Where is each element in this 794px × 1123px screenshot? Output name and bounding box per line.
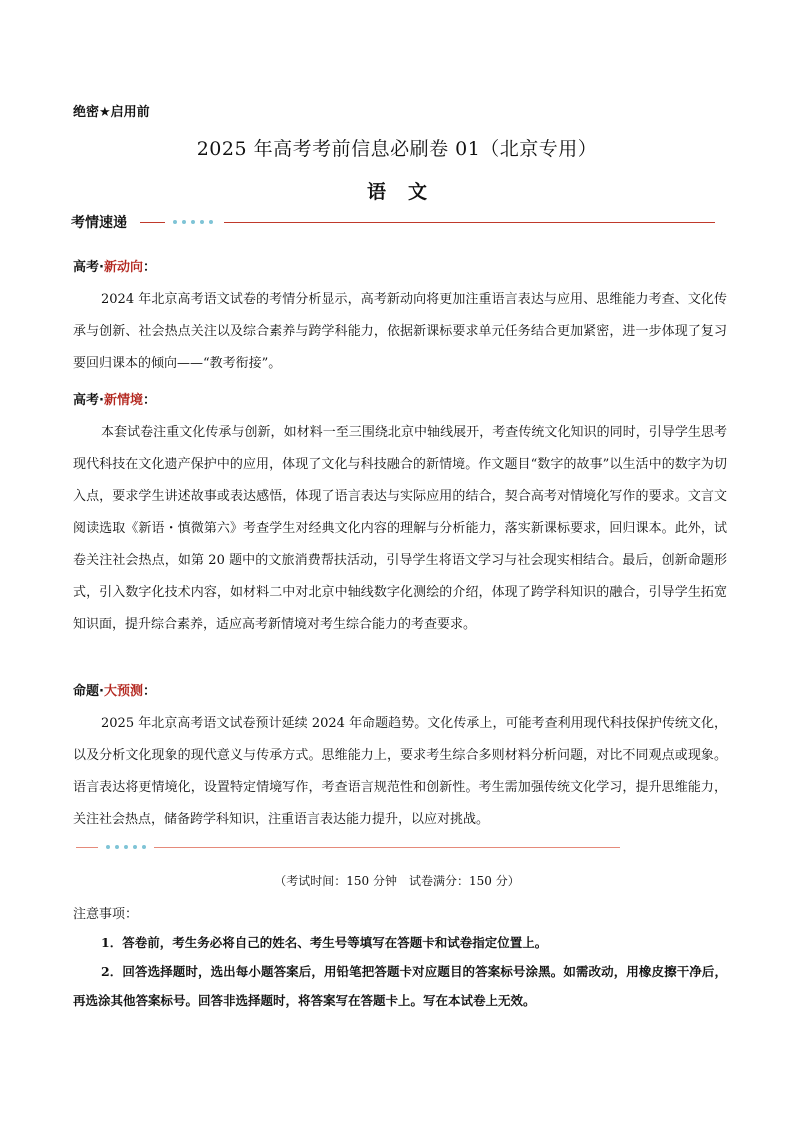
dot-decoration <box>133 845 137 849</box>
banner-label: 考情速递 <box>71 215 127 231</box>
dot-decoration <box>115 845 119 849</box>
divider-rule <box>154 847 620 848</box>
section-highlight: 新情境 <box>103 393 143 408</box>
section-suffix: ： <box>142 393 156 408</box>
dot-decoration <box>209 220 213 224</box>
section-head-new-direction <box>73 256 156 275</box>
section-head-prediction <box>73 680 156 699</box>
section-prefix: 高考· <box>73 260 104 275</box>
dot-decoration <box>173 220 177 224</box>
subject-title: 语文 <box>366 181 449 203</box>
top-secret-label: 绝密★启用前 <box>73 105 150 120</box>
banner-rule <box>224 222 715 223</box>
banner-dots <box>173 220 213 224</box>
dot-decoration <box>142 845 146 849</box>
section-suffix: ： <box>142 684 156 699</box>
exam-info: （考试时间：150 分钟 试卷满分：150 分） <box>274 874 520 888</box>
dot-decoration <box>200 220 204 224</box>
dot-decoration <box>124 845 128 849</box>
dot-decoration <box>191 220 195 224</box>
page-title: 2025 年高考考前信息必刷卷 01（北京专用） <box>196 138 598 160</box>
section-head-new-context <box>73 389 156 408</box>
section-paragraph-new-context: 本套试卷注重文化传承与创新，如材料一至三围绕北京中轴线展开，考查传统文化知识的同时，引导学生思考现代科技在文化遗产保护中的应用，体现了文化与科技融合的新情境。作文题目“数字的故事”以生活中的数字为切入点，要求学生讲述故事或表达感悟，体现了语言表达与实际应用的结合，契合高考对情境化写作的要求。文言文阅读选取《新语・慎微第六》考查学生对经典文化内容的理解与分析能力，落实新课标要求，回归课本。此外，试卷关注社会热点，如第 20 题中的文旅消费帮扶活动，引导学生将语文学习与社会现实相结合。最后，创新命题形式，引入数字化技术内容，如材料二中对北京中轴线数字化测绘的介绍，体现了跨学科知识的融合，引导学生拓宽知识面，提升综合素养，适应高考新情境对考生综合能力的考查要求。 <box>73 425 727 632</box>
dot-decoration <box>106 845 110 849</box>
notice-item: 1．答卷前，考生务必将自己的姓名、考生号等填写在答题卡和试卷指定位置上。 <box>101 935 548 950</box>
section-suffix: ： <box>142 260 156 275</box>
banner-rule-left <box>140 222 165 223</box>
notice-title: 注意事项： <box>73 907 139 922</box>
section-prefix: 高考· <box>73 393 104 408</box>
section-prefix: 命题· <box>73 684 104 699</box>
divider-dots <box>106 845 146 849</box>
divider-rule-left <box>76 847 98 848</box>
section-paragraph-prediction: 2025 年北京高考语文试卷预计延续 2024 年命题趋势。文化传承上，可能考查利用现代科技保护传统文化，以及分析文化现象的现代意义与传承方式。思维能力上，要求考生综合多则材料分析问题，对比不同观点或现象。语言表达将更情境化，设置特定情境写作，考查语言规范性和创新性。考生需加强传统文化学习，提升思维能力，关注社会热点，储备跨学科知识，注重语言表达能力提升，以应对挑战。 <box>73 716 727 827</box>
dot-decoration <box>182 220 186 224</box>
notice-item: 2．回答选择题时，选出每小题答案后，用铅笔把答题卡对应题目的答案标号涂黑。如需改动，用橡皮擦干净后，再选涂其他答案标号。回答非选择题时，将答案写在答题卡上。写在本试卷上无效。 <box>73 964 727 1008</box>
section-highlight: 新动向 <box>103 260 143 275</box>
section-paragraph-new-direction: 2024 年北京高考语文试卷的考情分析显示，高考新动向将更加注重语言表达与应用、思维能力考查、文化传承与创新、社会热点关注以及综合素养与跨学科能力，依据新课标要求单元任务结合更加紧密，进一步体现了复习要回归课本的倾向——“教考衔接”。 <box>73 292 727 371</box>
section-highlight: 大预测 <box>103 684 143 699</box>
